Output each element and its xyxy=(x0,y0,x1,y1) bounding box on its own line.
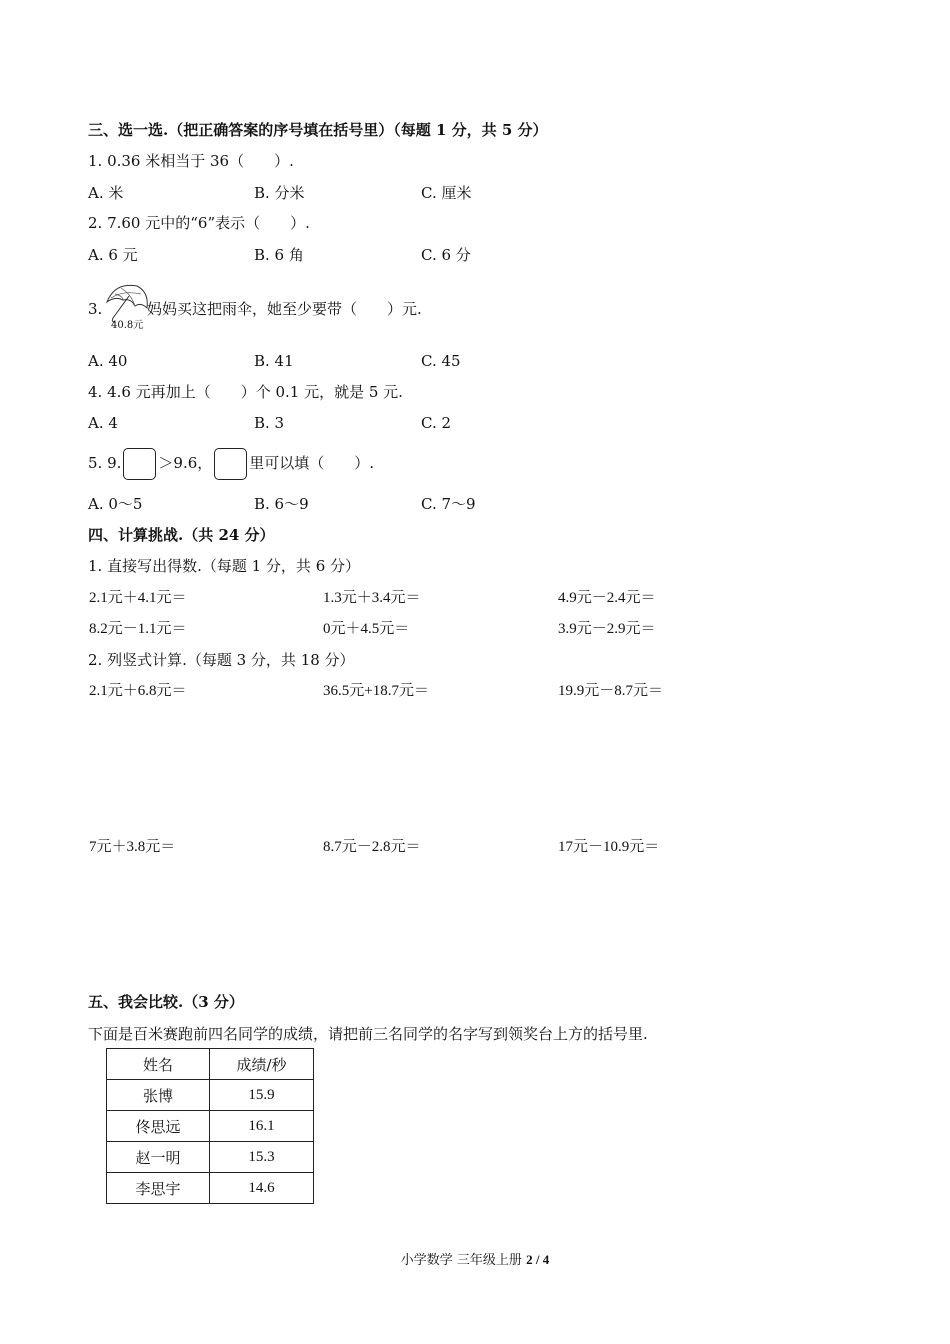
table-cell-time: 15.3 xyxy=(210,1142,314,1173)
q3-stem: 妈妈买这把雨伞，她至少要带（ ）元. xyxy=(147,300,422,318)
q5-option-c[interactable]: C. 7～9 xyxy=(421,495,476,513)
q2-stem: 2. 7.60 元中的“6”表示（ ）. xyxy=(88,214,310,232)
q3-option-c[interactable]: C. 45 xyxy=(421,352,461,370)
q5-box-reference xyxy=(214,448,247,480)
q1-stem: 1. 0.36 米相当于 36（ ）. xyxy=(88,152,294,170)
table-header: 成绩/秒 xyxy=(210,1049,314,1080)
q5-option-a[interactable]: A. 0～5 xyxy=(88,495,143,513)
table-cell-name: 李思宇 xyxy=(107,1173,210,1204)
oral-calc-item: 0元＋4.5元＝ xyxy=(323,621,410,637)
vertical-calc-item: 2.1元＋6.8元＝ xyxy=(89,683,187,699)
q1-option-a[interactable]: A. 米 xyxy=(88,184,124,202)
q3-option-a[interactable]: A. 40 xyxy=(88,352,128,370)
q2-option-c[interactable]: C. 6 分 xyxy=(421,246,471,264)
section4-title: 四、计算挑战.（共 24 分） xyxy=(88,526,275,544)
q5-prefix: 5. 9. xyxy=(88,454,122,472)
q4-option-a[interactable]: A. 4 xyxy=(88,414,118,432)
vertical-calc-item: 17元－10.9元＝ xyxy=(558,839,660,855)
section5-title: 五、我会比较.（3 分） xyxy=(88,993,244,1011)
part2-title: 2. 列竖式计算.（每题 3 分，共 18 分） xyxy=(88,651,355,669)
vertical-calc-item: 19.9元－8.7元＝ xyxy=(558,683,664,699)
oral-calc-item: 1.3元＋3.4元＝ xyxy=(323,590,421,606)
section3-title: 三、选一选.（把正确答案的序号填在括号里）（每题 1 分，共 5 分） xyxy=(88,121,548,139)
footer-subject: 小学数学 三年级上册 xyxy=(400,1253,522,1268)
table-cell-time: 16.1 xyxy=(210,1111,314,1142)
table-row xyxy=(107,1142,314,1173)
table-cell-time: 15.9 xyxy=(210,1080,314,1111)
table-cell-name: 张博 xyxy=(107,1080,210,1111)
table-header-row xyxy=(107,1049,314,1080)
table-header: 姓名 xyxy=(107,1049,210,1080)
q1-option-c[interactable]: C. 厘米 xyxy=(421,184,472,202)
q4-option-b[interactable]: B. 3 xyxy=(254,414,285,432)
results-table xyxy=(106,1048,314,1204)
q5-blank-box[interactable] xyxy=(123,448,156,480)
oral-calc-item: 2.1元＋4.1元＝ xyxy=(89,590,187,606)
table-cell-name: 佟思远 xyxy=(107,1111,210,1142)
footer-page-number: 2 / 4 xyxy=(526,1252,550,1267)
q5-option-b[interactable]: B. 6～9 xyxy=(254,495,309,513)
section5-instruction: 下面是百米赛跑前四名同学的成绩，请把前三名同学的名字写到领奖台上方的括号里. xyxy=(88,1025,648,1043)
q1-option-b[interactable]: B. 分米 xyxy=(254,184,305,202)
table-row xyxy=(107,1173,314,1204)
vertical-calc-item: 36.5元+18.7元＝ xyxy=(323,683,429,699)
q3-price-tag: 40.8元 xyxy=(111,320,144,331)
q5-suffix: 里可以填（ ）. xyxy=(249,454,375,472)
vertical-calc-item: 8.7元－2.8元＝ xyxy=(323,839,421,855)
oral-calc-item: 4.9元－2.4元＝ xyxy=(558,590,656,606)
page-footer xyxy=(0,1249,950,1268)
table-row xyxy=(107,1111,314,1142)
q5-middle: ＞9.6， xyxy=(158,454,213,472)
q3-option-b[interactable]: B. 41 xyxy=(254,352,294,370)
q2-option-a[interactable]: A. 6 元 xyxy=(88,246,138,264)
table-cell-time: 14.6 xyxy=(210,1173,314,1204)
oral-calc-item: 3.9元－2.9元＝ xyxy=(558,621,656,637)
oral-calc-item: 8.2元－1.1元＝ xyxy=(89,621,187,637)
q2-option-b[interactable]: B. 6 角 xyxy=(254,246,304,264)
vertical-calc-item: 7元＋3.8元＝ xyxy=(89,839,176,855)
q4-stem: 4. 4.6 元再加上（ ）个 0.1 元，就是 5 元. xyxy=(88,383,403,401)
q4-option-c[interactable]: C. 2 xyxy=(421,414,452,432)
table-row xyxy=(107,1080,314,1111)
table-cell-name: 赵一明 xyxy=(107,1142,210,1173)
q3-number: 3. xyxy=(88,300,103,318)
q5-stem-line xyxy=(88,446,374,480)
part1-title: 1. 直接写出得数.（每题 1 分，共 6 分） xyxy=(88,557,361,575)
